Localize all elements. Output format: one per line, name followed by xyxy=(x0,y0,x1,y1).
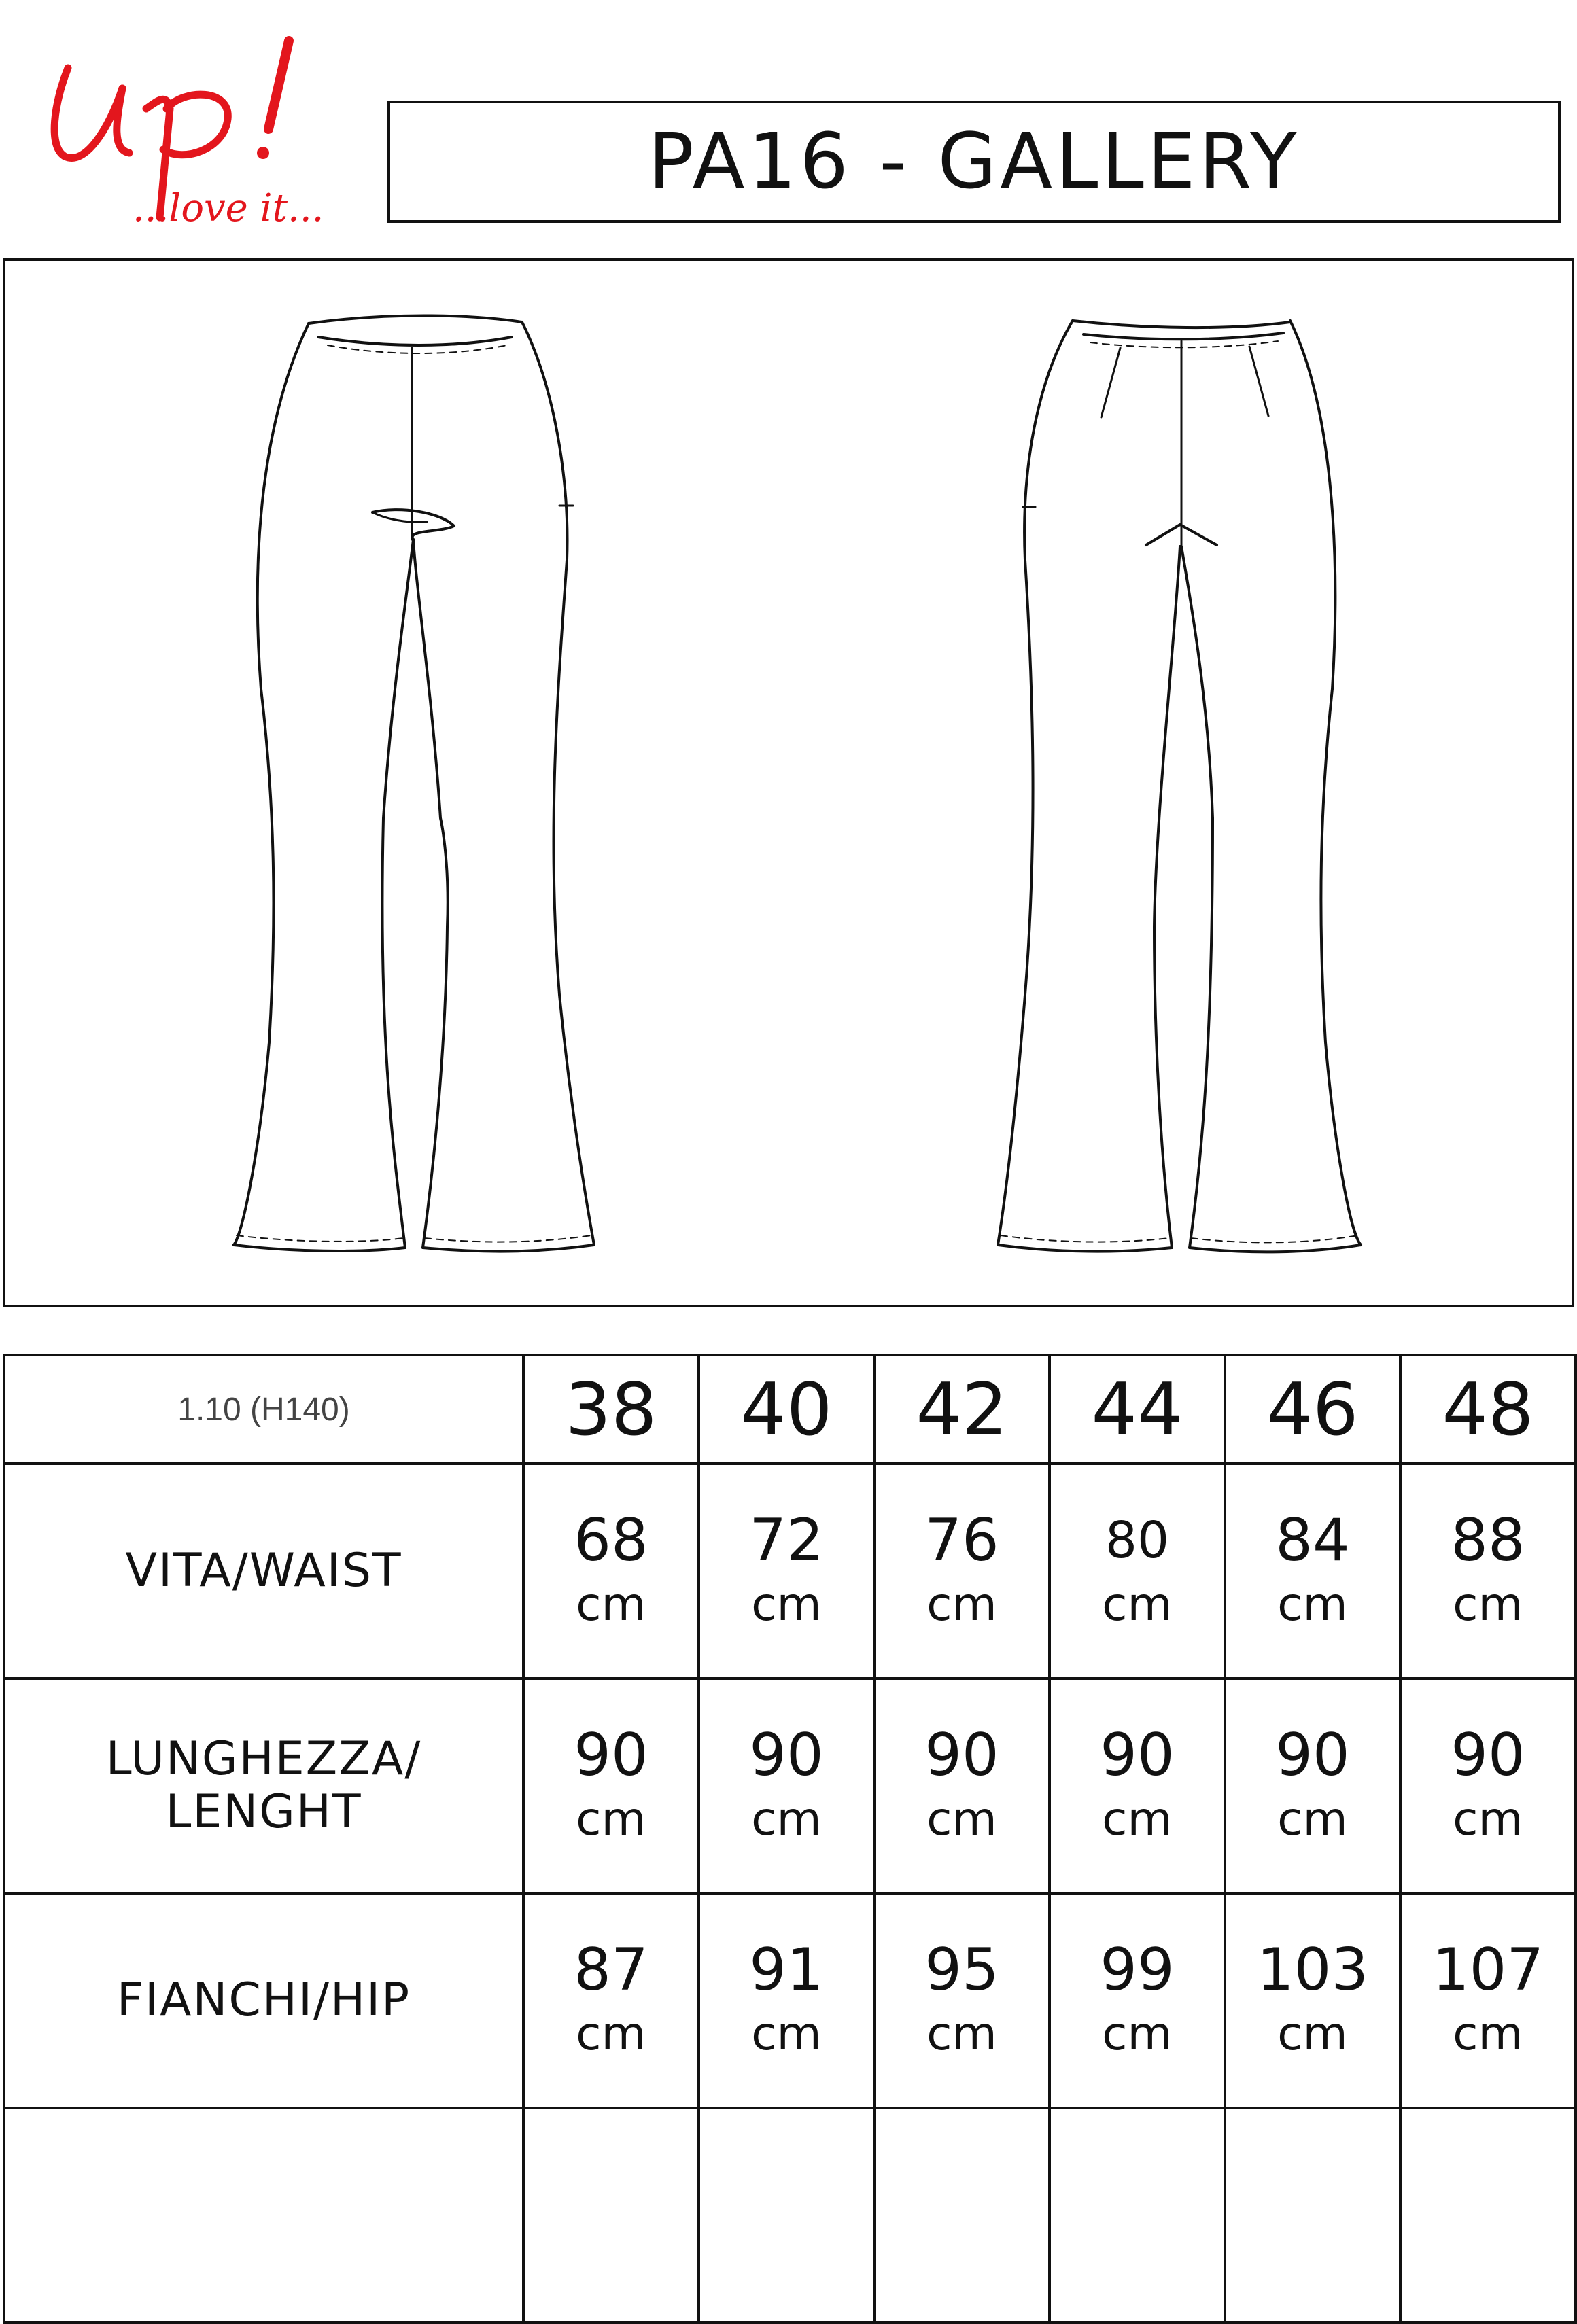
measurement-value: 99 xyxy=(1100,1936,1175,2004)
empty-cell xyxy=(523,2108,699,2323)
length-row xyxy=(4,1678,1576,1893)
measurement-cell xyxy=(1225,1893,1400,2108)
size-label: 48 xyxy=(1442,1367,1534,1451)
unit-label: cm xyxy=(751,1578,822,1632)
empty-cell xyxy=(1050,2108,1225,2323)
measurement-value: 90 xyxy=(1451,1721,1525,1789)
empty-cell xyxy=(699,2108,874,2323)
measurement-cell xyxy=(523,1893,699,2108)
title-box xyxy=(387,101,1561,223)
measurement-cell xyxy=(699,1464,874,1678)
measurement-cell xyxy=(523,1464,699,1678)
measurement-value: 103 xyxy=(1256,1936,1369,2004)
brand-logo xyxy=(27,27,340,238)
unit-label: cm xyxy=(576,2007,646,2061)
unit-label: cm xyxy=(751,1793,822,1846)
measurement-label-cell xyxy=(4,1893,523,2108)
hip-row xyxy=(4,1893,1576,2108)
measurement-cell xyxy=(1400,1893,1576,2108)
measurement-cell xyxy=(1400,1678,1576,1893)
unit-label: cm xyxy=(1453,2007,1523,2061)
corner-cell xyxy=(4,1355,523,1464)
measurement-label-cell xyxy=(4,1464,523,1678)
measurement-value: 87 xyxy=(574,1936,648,2004)
size-header-cell xyxy=(523,1355,699,1464)
measurement-cell xyxy=(699,1678,874,1893)
size-header-row xyxy=(4,1355,1576,1464)
measurement-cell xyxy=(1050,1464,1225,1678)
measurement-value: 90 xyxy=(1275,1721,1350,1789)
measurement-value: 72 xyxy=(749,1507,824,1574)
measurement-value: 76 xyxy=(924,1507,999,1574)
unit-label: cm xyxy=(1453,1578,1523,1632)
technical-drawing-panel xyxy=(3,258,1574,1307)
logo-tagline: ...love it... xyxy=(133,186,324,230)
size-header-cell xyxy=(1225,1355,1400,1464)
waist-row xyxy=(4,1464,1576,1678)
unit-label: cm xyxy=(926,2007,997,2061)
unit-label: cm xyxy=(1277,1578,1348,1632)
size-label: 38 xyxy=(565,1367,657,1451)
size-label: 46 xyxy=(1266,1367,1359,1451)
page-title: PA16 - GALLERY xyxy=(648,118,1300,206)
pants-technical-drawing xyxy=(5,261,1577,1310)
empty-cell xyxy=(1400,2108,1576,2323)
measurement-value: 90 xyxy=(1100,1721,1175,1789)
size-header-cell xyxy=(874,1355,1050,1464)
measurement-cell xyxy=(874,1893,1050,2108)
measurement-cell xyxy=(1400,1464,1576,1678)
size-header-cell xyxy=(1400,1355,1576,1464)
unit-label: cm xyxy=(576,1578,646,1632)
measurement-cell xyxy=(1050,1678,1225,1893)
model-reference-label: 1.10 (H140) xyxy=(177,1391,350,1428)
empty-cell xyxy=(874,2108,1050,2323)
waist-label: VITA/WAIST xyxy=(125,1544,402,1598)
size-label: 44 xyxy=(1091,1367,1183,1451)
measurement-value: 68 xyxy=(574,1507,648,1574)
measurement-cell xyxy=(874,1464,1050,1678)
measurement-value: 107 xyxy=(1432,1936,1544,2004)
measurement-value: 91 xyxy=(749,1936,824,2004)
up-love-it-logo xyxy=(27,27,340,238)
size-label: 40 xyxy=(740,1367,833,1451)
measurement-value: 90 xyxy=(749,1721,824,1789)
length-label: LUNGHEZZA/ xyxy=(105,1732,422,1786)
empty-cell xyxy=(1225,2108,1400,2323)
measurement-cell xyxy=(699,1893,874,2108)
unit-label: cm xyxy=(1277,2007,1348,2061)
measurement-cell xyxy=(1225,1678,1400,1893)
unit-label: cm xyxy=(1277,1793,1348,1846)
size-header-cell xyxy=(699,1355,874,1464)
measurement-value: 84 xyxy=(1275,1507,1350,1574)
measurement-value: 80 xyxy=(1105,1511,1170,1570)
measurement-value: 90 xyxy=(574,1721,648,1789)
unit-label: cm xyxy=(1102,1793,1173,1846)
empty-cell xyxy=(4,2108,523,2323)
unit-label: cm xyxy=(1102,2007,1173,2061)
unit-label: cm xyxy=(1453,1793,1523,1846)
measurement-cell xyxy=(874,1678,1050,1893)
measurement-cell xyxy=(523,1678,699,1893)
unit-label: cm xyxy=(926,1793,997,1846)
size-header-cell xyxy=(1050,1355,1225,1464)
measurement-value: 88 xyxy=(1451,1507,1525,1574)
hip-label: FIANCHI/HIP xyxy=(116,1973,411,2027)
measurement-cell xyxy=(1225,1464,1400,1678)
unit-label: cm xyxy=(576,1793,646,1846)
measurement-cell xyxy=(1050,1893,1225,2108)
size-chart-table xyxy=(3,1354,1577,2324)
pants-back-sketch-icon xyxy=(998,321,1361,1252)
length-label-english: LENGHT xyxy=(165,1785,362,1839)
size-label: 42 xyxy=(916,1367,1008,1451)
unit-label: cm xyxy=(751,2007,822,2061)
measurement-value: 95 xyxy=(924,1936,999,2004)
pants-front-sketch-icon xyxy=(234,316,594,1252)
empty-row xyxy=(4,2108,1576,2323)
unit-label: cm xyxy=(1102,1578,1173,1632)
measurement-label-cell xyxy=(4,1678,523,1893)
measurement-value: 90 xyxy=(924,1721,999,1789)
unit-label: cm xyxy=(926,1578,997,1632)
